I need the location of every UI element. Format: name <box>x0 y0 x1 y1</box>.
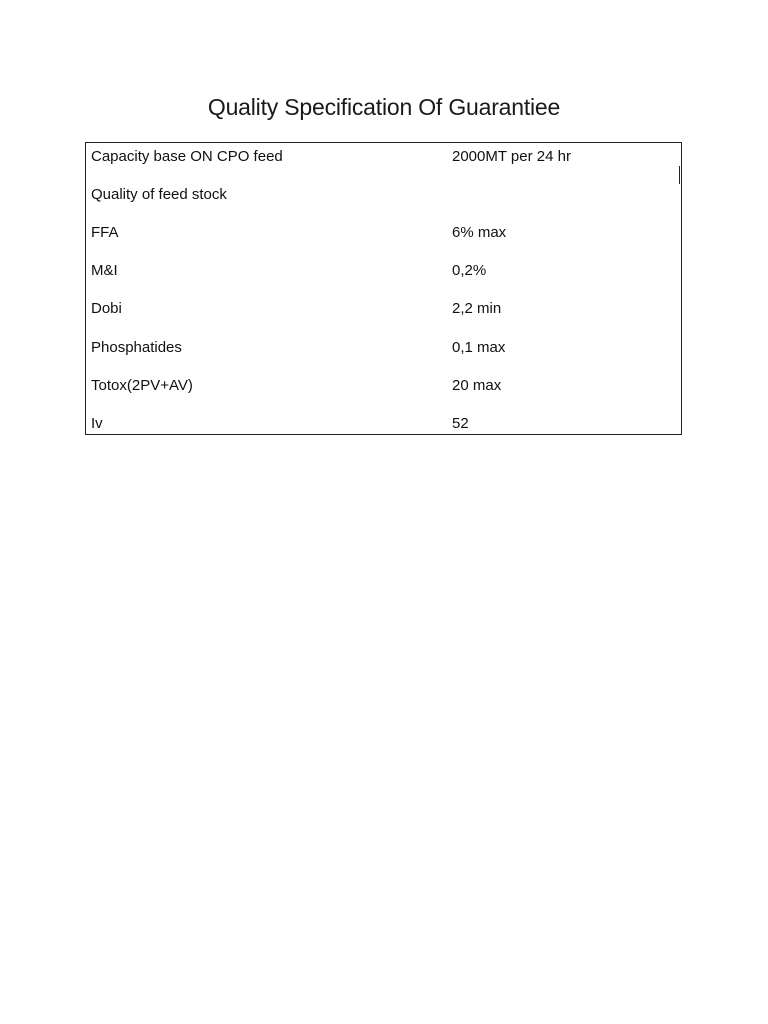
row-value: 0,2% <box>452 262 487 279</box>
row-value: 20 max <box>452 377 502 394</box>
row-label: Quality of feed stock <box>91 186 227 203</box>
row-value: 2,2 min <box>452 300 502 317</box>
table-row <box>86 337 681 359</box>
specification-table <box>85 142 682 435</box>
row-label: Dobi <box>91 300 122 317</box>
document-title: Quality Specification Of Guarantiee <box>207 94 561 120</box>
row-value: 0,1 max <box>452 339 506 356</box>
row-value: 6% max <box>452 224 507 241</box>
table-row <box>86 375 681 397</box>
table-row <box>86 298 681 320</box>
row-label: Iv <box>91 415 103 432</box>
row-label: Capacity base ON CPO feed <box>91 148 283 165</box>
table-row <box>86 184 681 206</box>
row-label: Phosphatides <box>91 339 182 356</box>
row-value: 2000MT per 24 hr <box>452 148 571 165</box>
row-label: Totox(2PV+AV) <box>91 377 193 394</box>
table-row <box>86 146 681 168</box>
table-row <box>86 222 681 244</box>
row-label: M&I <box>91 262 118 279</box>
table-row <box>86 413 681 435</box>
text-cursor-mark <box>679 166 680 184</box>
row-label: FFA <box>91 224 119 241</box>
row-value: 52 <box>452 415 469 432</box>
table-row <box>86 260 681 282</box>
